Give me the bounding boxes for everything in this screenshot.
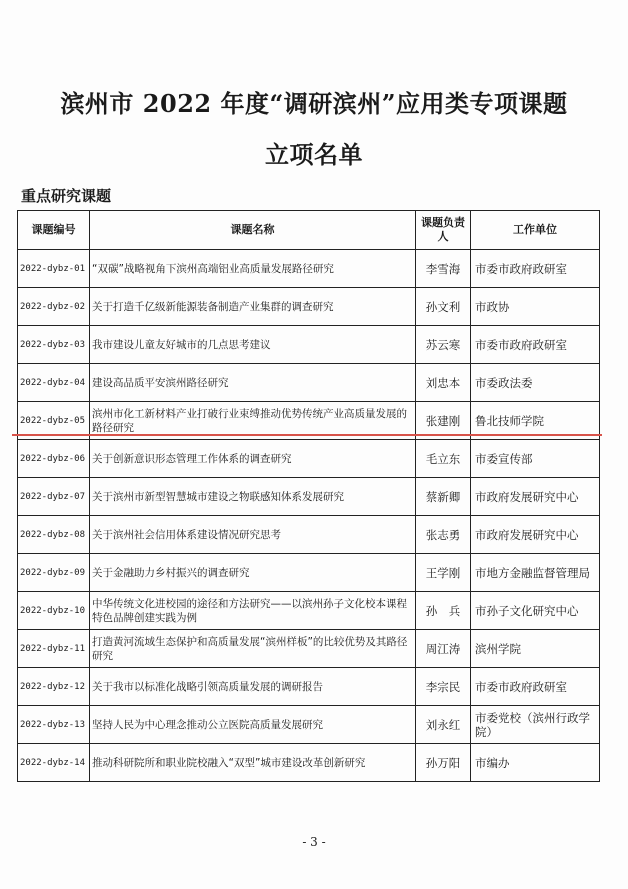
row-person: 刘永红 [416,706,471,744]
row-code: 2022-dybz-13 [18,706,90,744]
row-person: 孙 兵 [416,592,471,630]
table-row [18,440,600,478]
red-annotation-line [12,434,602,436]
row-person: 张建刚 [416,402,471,440]
row-person: 张志勇 [416,516,471,554]
row-unit: 市委政法委 [471,364,600,402]
page-number: - 3 - [302,835,326,849]
document-title: 滨州市 2022 年度“调研滨州”应用类专项课题 [60,89,568,118]
row-code: 2022-dybz-12 [18,668,90,706]
row-code: 2022-dybz-03 [18,326,90,364]
row-code: 2022-dybz-10 [18,592,90,630]
row-name: 推动科研院所和职业院校融入“双型”城市建设改革创新研究 [90,744,416,782]
row-code: 2022-dybz-06 [18,440,90,478]
row-name: 打造黄河流域生态保护和高质量发展“滨州样板”的比较优势及其路径研究 [90,630,416,668]
row-unit: 滨州学院 [471,630,600,668]
table-row [18,288,600,326]
table-row [18,744,600,782]
row-unit: 市政府发展研究中心 [471,516,600,554]
row-name: 关于我市以标准化战略引领高质量发展的调研报告 [90,668,416,706]
row-unit: 市政府发展研究中心 [471,478,600,516]
row-name: 建设高品质平安滨州路径研究 [90,364,416,402]
header-code: 课题编号 [18,211,90,250]
row-name: 关于滨州社会信用体系建设情况研究思考 [90,516,416,554]
header-person: 课题负责人 [416,211,471,250]
row-code: 2022-dybz-07 [18,478,90,516]
row-person: 孙文利 [416,288,471,326]
row-person: 孙万阳 [416,744,471,782]
document-subtitle: 立项名单 [265,140,363,169]
row-unit: 市委宣传部 [471,440,600,478]
table-row [18,250,600,288]
row-code: 2022-dybz-14 [18,744,90,782]
header-unit: 工作单位 [471,211,600,250]
table-row [18,364,600,402]
table-row [18,668,600,706]
row-unit: 市委市政府政研室 [471,250,600,288]
table-row [18,706,600,744]
row-name: 我市建设儿童友好城市的几点思考建议 [90,326,416,364]
section-heading: 重点研究课题 [21,187,112,205]
row-name: 坚持人民为中心理念推动公立医院高质量发展研究 [90,706,416,744]
row-name: 关于金融助力乡村振兴的调查研究 [90,554,416,592]
row-code: 2022-dybz-05 [18,402,90,440]
row-unit: 市政协 [471,288,600,326]
row-code: 2022-dybz-04 [18,364,90,402]
row-person: 李雪海 [416,250,471,288]
row-code: 2022-dybz-01 [18,250,90,288]
table-row [18,478,600,516]
row-name: 滨州市化工新材料产业打破行业束缚推动优势传统产业高质量发展的路径研究 [90,402,416,440]
row-code: 2022-dybz-08 [18,516,90,554]
row-name: 关于创新意识形态管理工作体系的调查研究 [90,440,416,478]
row-person: 王学刚 [416,554,471,592]
row-name: 中华传统文化进校园的途径和方法研究——以滨州孙子文化校本课程特色品牌创建实践为例 [90,592,416,630]
table-header-row [18,211,600,250]
row-code: 2022-dybz-09 [18,554,90,592]
row-person: 李宗民 [416,668,471,706]
row-person: 周江涛 [416,630,471,668]
row-unit: 市编办 [471,744,600,782]
row-code: 2022-dybz-02 [18,288,90,326]
row-unit: 市委市政府政研室 [471,326,600,364]
table-row [18,516,600,554]
row-unit: 市委党校（滨州行政学院） [471,706,600,744]
header-name: 课题名称 [90,211,416,250]
row-person: 毛立东 [416,440,471,478]
row-person: 蔡新卿 [416,478,471,516]
row-name: 关于滨州市新型智慧城市建设之物联感知体系发展研究 [90,478,416,516]
row-unit: 市地方金融监督管理局 [471,554,600,592]
row-unit: 鲁北技师学院 [471,402,600,440]
row-person: 苏云寒 [416,326,471,364]
row-name: “双碳”战略视角下滨州高端铝业高质量发展路径研究 [90,250,416,288]
table-row [18,326,600,364]
project-table [17,210,600,782]
row-name: 关于打造千亿级新能源装备制造产业集群的调查研究 [90,288,416,326]
row-code: 2022-dybz-11 [18,630,90,668]
table-row [18,630,600,668]
table-row [18,554,600,592]
row-unit: 市委市政府政研室 [471,668,600,706]
row-unit: 市孙子文化研究中心 [471,592,600,630]
row-person: 刘忠本 [416,364,471,402]
table-row [18,592,600,630]
